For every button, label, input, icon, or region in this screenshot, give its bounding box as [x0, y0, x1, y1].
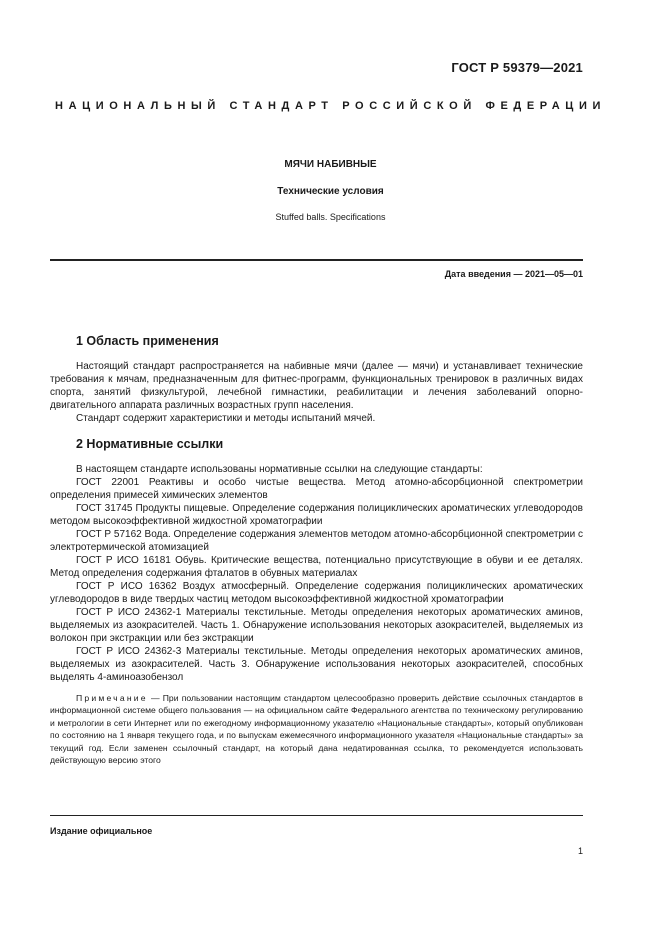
paragraph: Стандарт содержит характеристики и методы испытаний мячей.	[76, 413, 376, 424]
note	[50, 692, 583, 766]
edition-label: Издание официальное	[50, 826, 153, 836]
note-label: Примечание	[76, 693, 148, 703]
english-title: Stuffed balls. Specifications	[275, 212, 386, 222]
document-title: МЯЧИ НАБИВНЫЕ	[284, 159, 377, 170]
note-text: — При пользовании настоящим стандартом целесообразно проверить действие ссылочных стандартов в информационной системе общего пользования — на официальном сайте Федерального агентства по техническому регулированию и метрологии в сети Интернет или по ежегодному информационному указателю «Национальные стандарты», который опубликован по состоянию на 1 января текущего года, и по выпускам ежемесячного информационного указателя «Национальные стандарты» за текущий год. Если заменен ссылочный стандарт, на который дана недатированная ссылка, то рекомендуется использовать действующую версию этого	[50, 693, 583, 766]
reference-item: ГОСТ Р ИСО 24362-1 Материалы текстильные. Методы определения некоторых ароматических аминов, выделяемых из азокрасителей. Часть 1. Обнаружение использования некоторых азокрасителей, выделяемых из волокон при экстракции или без экстракции	[50, 607, 583, 644]
introduction-date: Дата введения — 2021—05—01	[444, 269, 583, 279]
page-number: 1	[577, 846, 583, 856]
document-subtitle: Технические условия	[277, 186, 384, 197]
national-standard-heading: НАЦИОНАЛЬНЫЙ СТАНДАРТ РОССИЙСКОЙ ФЕДЕРАЦИИ	[55, 100, 606, 112]
reference-item: ГОСТ Р ИСО 16181 Обувь. Критические вещества, потенциально присутствующие в обуви и ее деталях. Метод определения содержания фталатов в обувных материалах	[50, 555, 583, 579]
paragraph: В настоящем стандарте использованы нормативные ссылки на следующие стандарты:	[76, 464, 483, 475]
document-code: ГОСТ Р 59379—2021	[451, 60, 583, 75]
reference-item: ГОСТ Р ИСО 24362-3 Материалы текстильные. Методы определения некоторых ароматических аминов, выделяемых из азокрасителей. Часть 3. Обнаружение использования некоторых азокрасителей, способных выделять 4-аминоазобензол	[50, 646, 583, 683]
section-heading-references: 2 Нормативные ссылки	[76, 437, 224, 451]
reference-item: ГОСТ Р 57162 Вода. Определение содержания элементов методом атомно-абсорбционной спектрометрии с электротермической атомизацией	[50, 529, 583, 553]
header-divider	[50, 259, 583, 261]
reference-item: ГОСТ 22001 Реактивы и особо чистые вещества. Метод атомно-абсорбционной спектрометрии определения примесей химических элементов	[50, 477, 583, 501]
footer-divider	[50, 815, 583, 816]
section-heading-scope: 1 Область применения	[76, 334, 219, 348]
reference-item: ГОСТ Р ИСО 16362 Воздух атмосферный. Определение содержания полициклических ароматических углеводородов в виде твердых частиц методом высокоэффективной жидкостной хроматографии	[50, 581, 583, 605]
reference-item: ГОСТ 31745 Продукты пищевые. Определение содержания полициклических ароматических углеводородов методом высокоэффективной жидкостной хроматографии	[50, 503, 583, 527]
paragraph: Настоящий стандарт распространяется на набивные мячи (далее — мячи) и устанавливает технические требования к мячам, предназначенным для фитнес-программ, функциональных тренировок в различных видах спорта, занятий физкультурой, лечебной гимнастики, реабилитации и лечения заболеваний опорно-двигательного аппарата различных возрастных групп населения.	[50, 361, 583, 411]
document-body	[50, 333, 583, 766]
